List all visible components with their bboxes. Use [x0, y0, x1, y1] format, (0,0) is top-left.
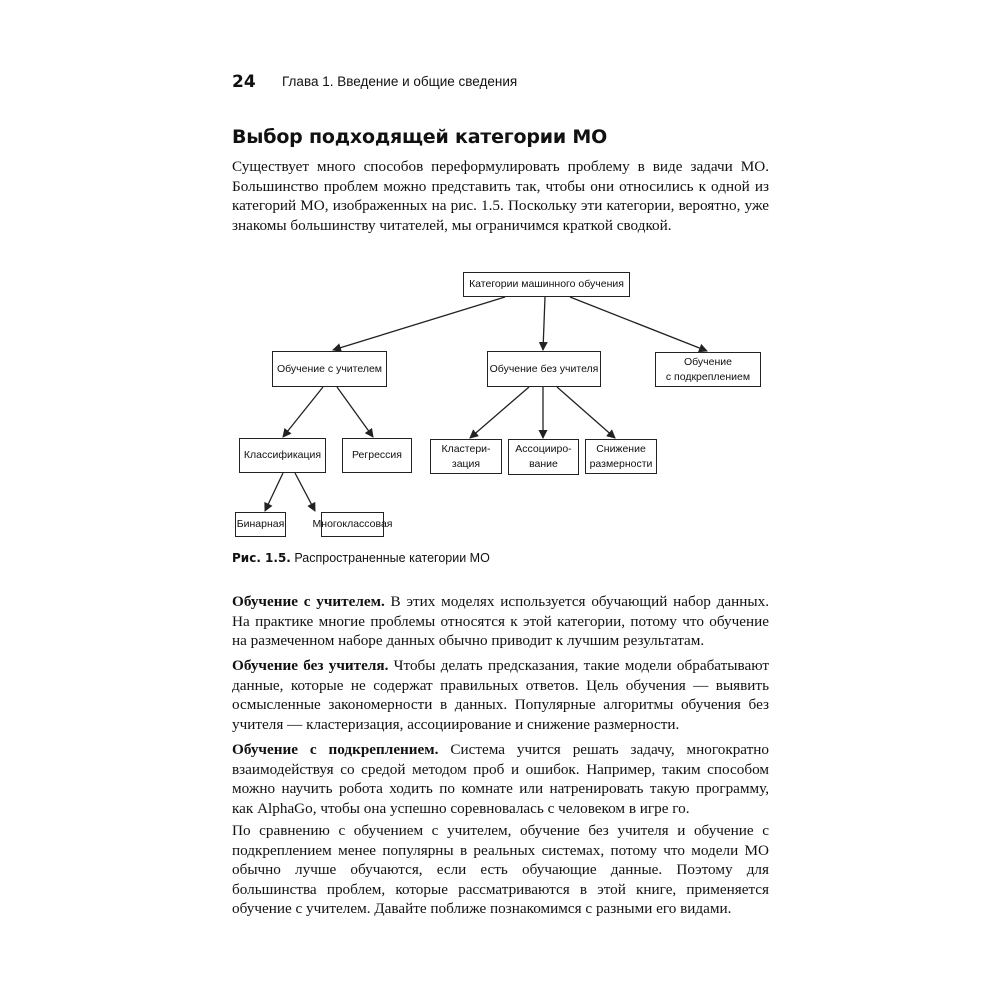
definition-text: В этих моделях используется обучающий набор данных. На практике многие проблемы относятся к этой категории, потому что обучение на размеченном наборе данных обычно приводит к лучшим результатам.: [232, 593, 769, 650]
definition-unsupervised: [232, 656, 769, 734]
node-supervised: [272, 351, 387, 387]
node-association: [508, 439, 579, 475]
definition-reinforcement: [232, 740, 769, 818]
node-binary: [235, 512, 286, 537]
intro-paragraph: Существует много способов переформулировать проблему в виде задачи МО. Большинство проблем можно представить так, чтобы они относились к одной из категорий МО, изображенных на рис. 1.5. Поскольку эти категории, вероятно, уже знакомы большинству читателей, мы ограничимся краткой сводкой.: [232, 158, 769, 234]
edge-unsupervised-dimred: [557, 387, 615, 438]
definition-term: Обучение без учителя.: [232, 657, 389, 674]
figure-caption-text: Распространенные категории МО: [290, 551, 490, 565]
node-regression-label: Регрессия: [352, 449, 402, 461]
running-head: Глава 1. Введение и общие сведения: [282, 74, 518, 89]
definition-term: Обучение с подкреплением.: [232, 741, 439, 758]
figure-caption-label: Рис. 1.5.: [232, 551, 291, 565]
node-classification-label: Классификация: [243, 449, 322, 461]
node-regression: [342, 438, 412, 473]
summary-paragraph: По сравнению с обучением с учителем, обучение без учителя и обучение с подкреплением менее популярны в реальных системах, потому что модели МО обычно лучше обучаются, если есть обучающие данные. Поэтому для большинства проблем, которые рассматриваются в этой книге, применяется обучение с учителем. Давайте поближе познакомимся с разными его видами.: [232, 822, 769, 918]
edge-supervised-regression: [337, 387, 373, 437]
node-dimensionality-reduction: [585, 439, 657, 474]
definition-text: Система учится решать задачу, многократно взаимодействуя со средой методом проб и ошибок. Например, таким способом можно научить робота ходить по комнате или натренировать такую программу, как AlphaGo, чтобы она успешно соревновалась с человеком в игре го.: [232, 741, 769, 817]
node-clustering: [430, 439, 502, 474]
node-clustering-label-2: зация: [451, 457, 481, 470]
node-multiclass-label: Многоклассовая: [312, 518, 393, 530]
node-reinforcement-label-1: Обучение: [683, 355, 732, 368]
edge-classification-multiclass: [295, 473, 315, 511]
node-ml-categories: [463, 272, 630, 297]
node-multiclass: [312, 512, 393, 537]
page-number: 24: [232, 72, 256, 92]
node-association-label-1: Ассоцииро-: [515, 443, 572, 455]
node-supervised-label: Обучение с учителем: [276, 362, 383, 375]
edge-root-reinforcement: [570, 297, 707, 351]
definition-term: Обучение с учителем.: [232, 593, 385, 610]
node-ml-categories-label: Категории машинного обучения: [469, 278, 624, 290]
definition-text: Чтобы делать предсказания, такие модели обрабатывают данные, которые не содержат правильных ответов. Цель обучения — выявить осмысленные закономерности в данных. Популярные алгоритмы обучения без учителя — кластеризация, ассоциирование и снижение размерности.: [232, 657, 769, 733]
node-unsupervised-label: Обучение без учителя: [489, 362, 599, 375]
edge-supervised-classification: [283, 387, 323, 437]
node-unsupervised: [487, 351, 601, 387]
edge-root-unsupervised: [543, 297, 545, 350]
section-title: Выбор подходящей категории МО: [232, 126, 608, 148]
node-association-label-2: вание: [529, 458, 558, 470]
node-dimensionality-reduction-label-2: размерности: [589, 457, 653, 470]
edge-unsupervised-clustering: [470, 387, 529, 438]
node-reinforcement-label-2: с подкреплением: [665, 370, 751, 383]
node-clustering-label-1: Кластери-: [441, 442, 491, 455]
node-binary-label: Бинарная: [236, 518, 285, 530]
figure-caption: [232, 551, 490, 565]
definition-supervised: [232, 592, 769, 651]
node-classification: [239, 438, 326, 473]
ml-categories-diagram: [225, 268, 775, 543]
edge-classification-binary: [265, 473, 283, 511]
node-dimensionality-reduction-label-1: Снижение: [596, 442, 646, 455]
edge-root-supervised: [333, 297, 505, 350]
page-header: [232, 72, 772, 94]
diagram-connectors: [225, 268, 775, 543]
node-reinforcement: [655, 352, 761, 387]
